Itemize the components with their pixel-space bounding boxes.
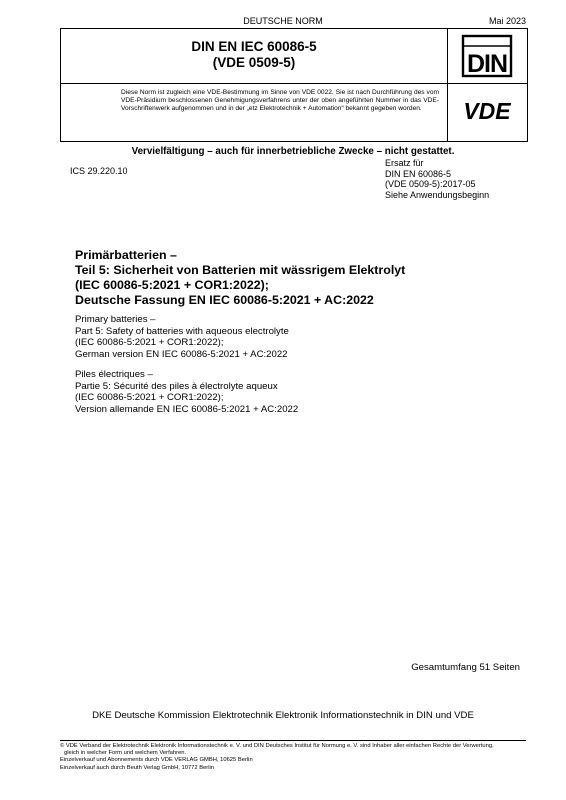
- title-line: Primärbatterien –: [75, 248, 177, 262]
- ics-code: ICS 29.220.10: [70, 166, 128, 176]
- standard-din-number: DIN EN IEC 60086-5: [191, 39, 317, 54]
- norm-type: DEUTSCHE NORM: [243, 16, 323, 26]
- copy-notice: Vervielfältigung – auch für innerbetriebliche Zwecke – nicht gestattet.: [131, 146, 455, 157]
- replacement-line: DIN EN 60086-5: [385, 168, 452, 179]
- title-line: (IEC 60086-5:2021 + COR1:2022);: [75, 278, 269, 292]
- title-german: [75, 248, 405, 308]
- title-line: Partie 5: Sécurité des piles à électrolyte aqueux: [75, 380, 278, 392]
- publication-date: Mai 2023: [488, 16, 526, 26]
- footer-line: Einzelverkauf und Abonnements durch VDE VERLAG GMBH, 10625 Berlin: [60, 757, 253, 764]
- title-french: [75, 369, 298, 415]
- din-logo-graphic: [447, 29, 527, 83]
- title-line: Deutsche Fassung EN IEC 60086-5:2021 + AC:2022: [75, 293, 374, 307]
- title-english: [75, 314, 289, 360]
- page-count: Gesamtumfang 51 Seiten: [411, 662, 520, 673]
- footer-line: Einzelverkauf auch durch Beuth Verlag GmbH, 10772 Berlin: [60, 764, 215, 771]
- vde-logo-graphic: [447, 83, 527, 141]
- header-frame: [60, 28, 528, 142]
- svg-text:VDE: VDE: [463, 98, 511, 124]
- title-line: (IEC 60086-5:2021 + COR1:2022);: [75, 337, 224, 349]
- title-line: Piles électriques –: [75, 369, 153, 380]
- din-logo: [447, 29, 527, 83]
- footer-line: gleich in welcher Form und welchem Verfahren.: [64, 750, 187, 757]
- title-line: Part 5: Safety of batteries with aqueous electrolyte: [75, 325, 289, 337]
- title-line: Teil 5: Sicherheit von Batterien mit wässrigem Elektrolyt: [75, 263, 406, 277]
- footer-divider: [60, 740, 526, 741]
- title-line: Primary batteries –: [75, 314, 156, 325]
- standard-number: [61, 39, 447, 71]
- replacement-info: [385, 158, 489, 200]
- dke-line: DKE Deutsche Kommission Elektrotechnik Elektronik Informationstechnik in DIN und VDE: [92, 710, 474, 721]
- standard-vde-number: (VDE 0509-5): [212, 55, 296, 70]
- replacement-line: (VDE 0509-5):2017-05: [385, 179, 476, 189]
- title-line: Version allemande EN IEC 60086-5:2021 + AC:2022: [75, 403, 299, 415]
- footer-copyright: [60, 743, 526, 772]
- replacement-line: Ersatz für: [385, 158, 424, 168]
- svg-text:DIN: DIN: [466, 50, 508, 78]
- title-line: (IEC 60086-5:2021 + COR1:2022);: [75, 392, 224, 404]
- vde-notice: Diese Norm ist zugleich eine VDE-Bestimmung im Sinne von VDE 0022. Sie ist nach Durchführung des vom VDE-Präsidium beschlossenen Genehmigungsverfahrens unter der oben angeführten Nummer in das VDE-Vorschriftenwerk aufgenommen und in der „etz Elektrotechnik + Automation“ bekannt gegeben worden.: [121, 89, 439, 113]
- replacement-line: Siehe Anwendungsbeginn: [385, 189, 490, 200]
- title-line: German version EN IEC 60086-5:2021 + AC:2022: [75, 348, 288, 360]
- vde-logo: [447, 83, 527, 141]
- footer-line: © VDE Verband der Elektrotechnik Elektronik Informationstechnik e. V. und DIN Deutsches Institut für Normung e. V. sind Inhaber aller einfachen Rechte der Verwertung,: [60, 743, 494, 749]
